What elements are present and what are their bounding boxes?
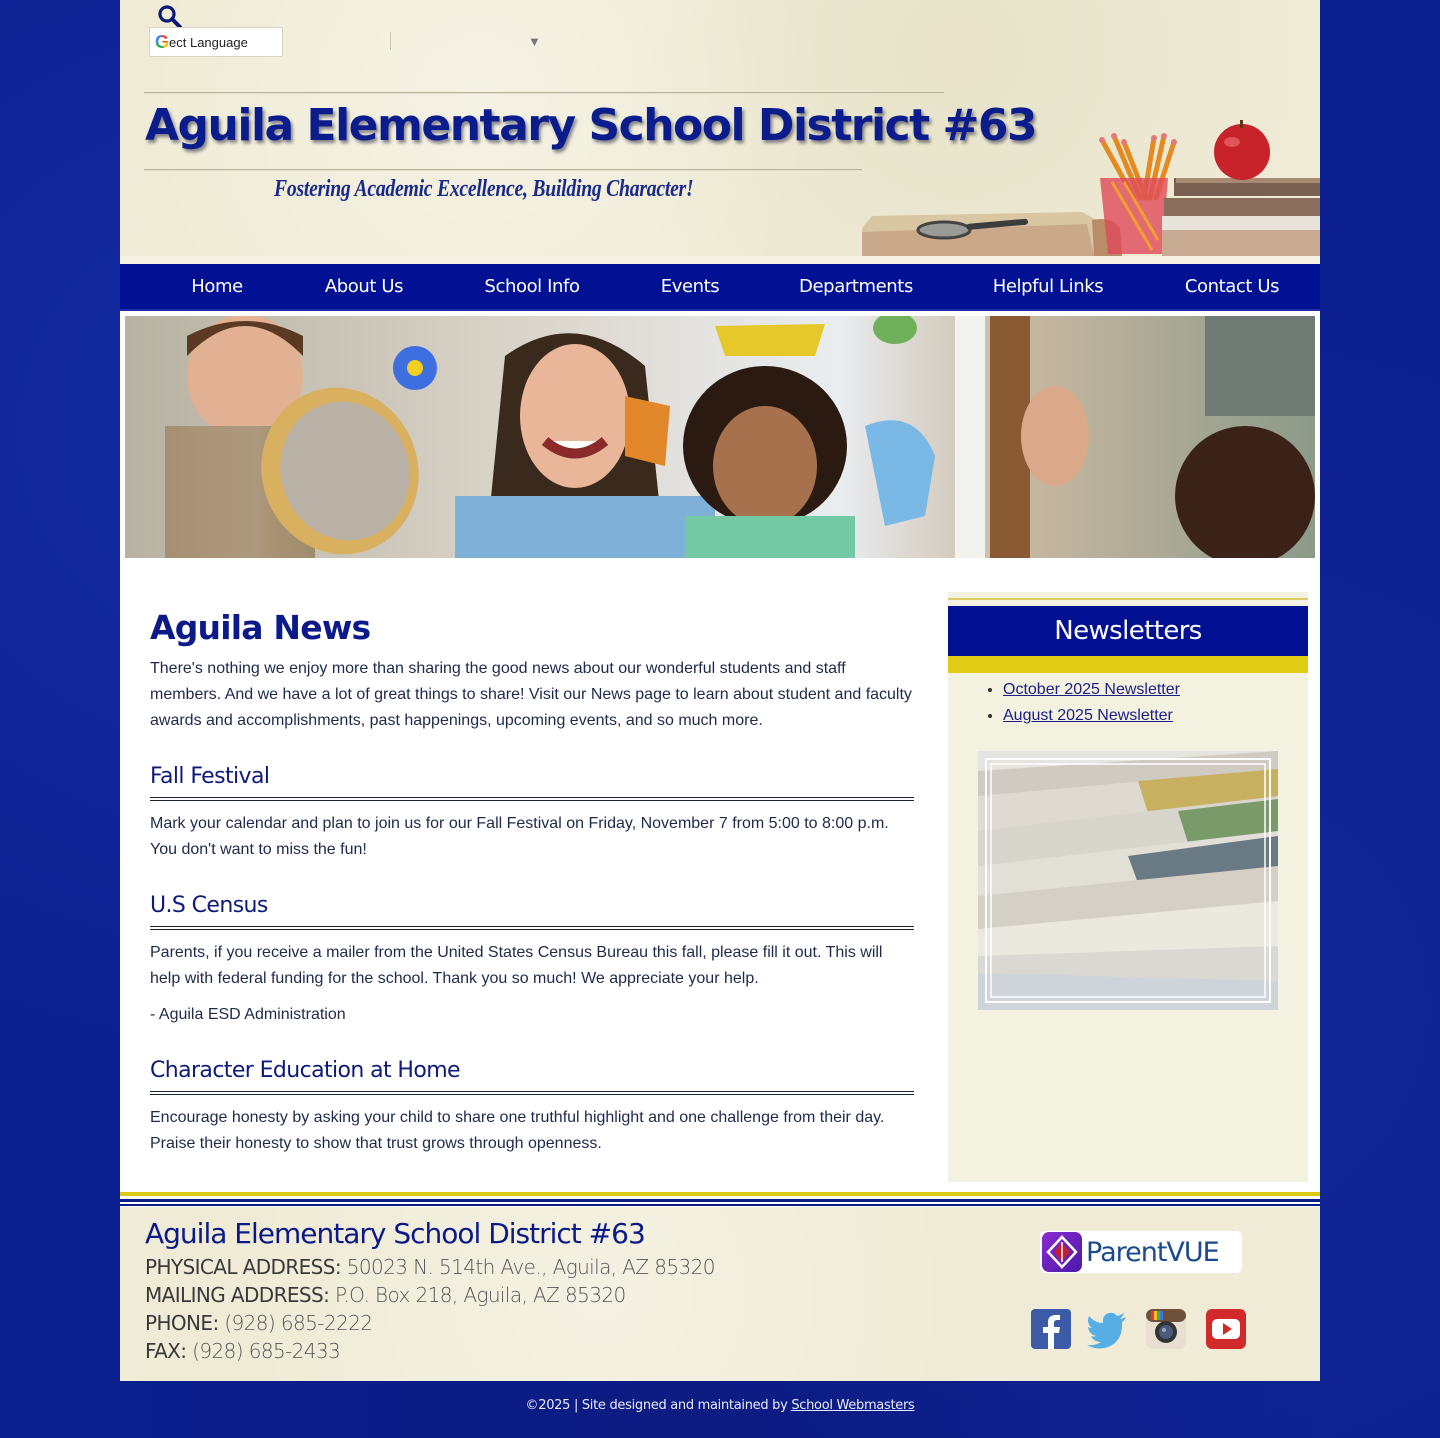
google-logo-icon: G [155,32,170,52]
copyright-bar [0,1398,1440,1413]
mailing-address-label: MAILING ADDRESS: [145,1283,330,1307]
nav-item-about-us[interactable]: About Us [324,276,404,297]
newsletters-sidebar [948,592,1308,1182]
fax [145,1339,340,1363]
parentvue-link[interactable] [1040,1231,1242,1273]
nav-item-departments[interactable]: Departments [799,276,913,297]
section-paragraph: Encourage honesty by asking your child to share one truthful highlight and one challenge from their day. Praise their honesty to show that trust grows through openness. [150,1109,885,1152]
copyright-text: ©2025 | Site designed and maintained by [525,1398,792,1413]
site-title: Aguila Elementary School District #63 [145,100,1037,151]
list-item [1003,703,1180,729]
newsletter-link-october-2025[interactable]: October 2025 Newsletter [1003,681,1180,698]
parentvue-logo-icon [1042,1232,1082,1272]
newsletter-list [1003,677,1180,729]
sidebar-title: Newsletters [948,606,1308,656]
twitter-icon[interactable] [1086,1308,1128,1350]
header-gap [120,256,1320,264]
nav-item-events[interactable]: Events [660,276,720,297]
facebook-icon[interactable] [1030,1308,1072,1350]
header-rule-top [144,92,944,94]
parentvue-label: ParentVUE [1086,1236,1219,1268]
chevron-down-icon[interactable]: ▼ [528,34,541,49]
page-title: Aguila News [150,608,371,647]
intro-paragraph: There's nothing we enjoy more than sharing the good news about our wonderful students and staff members. And we have a lot of great things to share! Visit our News page to learn about student and faculty awards and accomplishments, past happenings, upcoming events, and so much more. [150,660,912,729]
hero-banner-image [125,316,1315,558]
main-nav [120,264,1320,311]
section-paragraph: Mark your calendar and plan to join us for our Fall Festival on Friday, November 7 from 5:00 to 8:00 p.m. You don't want to miss the fun! [150,815,889,858]
physical-address-label: PHYSICAL ADDRESS: [145,1255,342,1279]
section-paragraph: Parents, if you receive a mailer from the United States Census Bureau this fall, please fill it out. This will help with federal funding for the school. Thank you so much! We appreciate your help. [150,944,883,987]
fax-value: (928) 685-2433 [192,1339,341,1363]
school-webmasters-link[interactable]: School Webmasters [791,1398,915,1413]
main-content [150,600,914,1157]
header-rule-bottom [144,169,862,171]
mailing-address [145,1283,626,1307]
site-footer [120,1207,1320,1381]
nav-item-school-info[interactable]: School Info [484,276,580,297]
mailing-address-value: P.O. Box 218, Aguila, AZ 85320 [335,1283,626,1307]
page-container [120,0,1320,1381]
physical-address [145,1255,715,1279]
newsletter-link-august-2025[interactable]: August 2025 Newsletter [1003,707,1173,724]
section-title-fall-festival: Fall Festival [150,763,914,801]
section-signature: - Aguila ESD Administration [150,1006,346,1023]
desk-supplies-illustration [862,120,1320,256]
newspapers-photo [978,751,1278,1010]
nav-item-home[interactable]: Home [191,276,243,297]
youtube-icon[interactable] [1205,1308,1247,1350]
nav-item-helpful-links[interactable]: Helpful Links [992,276,1104,297]
site-header [120,0,1320,256]
classroom-photo [125,316,1315,558]
footer-divider [120,1191,1320,1207]
section-title-us-census: U.S Census [150,892,914,930]
site-tagline: Fostering Academic Excellence, Building Character! [274,176,694,202]
physical-address-value: 50023 N. 514th Ave., Aguila, AZ 85320 [346,1255,715,1279]
fax-label: FAX: [145,1339,187,1363]
phone-label: PHONE: [145,1311,219,1335]
list-item [1003,677,1180,703]
section-title-character-education: Character Education at Home [150,1057,914,1095]
language-select-label: ect Language [169,34,248,50]
phone-value[interactable]: (928) 685-2222 [224,1311,373,1335]
divider [948,656,1308,673]
nav-item-contact-us[interactable]: Contact Us [1184,276,1280,297]
footer-title: Aguila Elementary School District #63 [145,1217,645,1250]
phone [145,1311,372,1335]
instagram-icon[interactable] [1145,1308,1187,1350]
language-select[interactable] [149,27,283,57]
divider [390,32,391,50]
divider [948,598,1308,600]
